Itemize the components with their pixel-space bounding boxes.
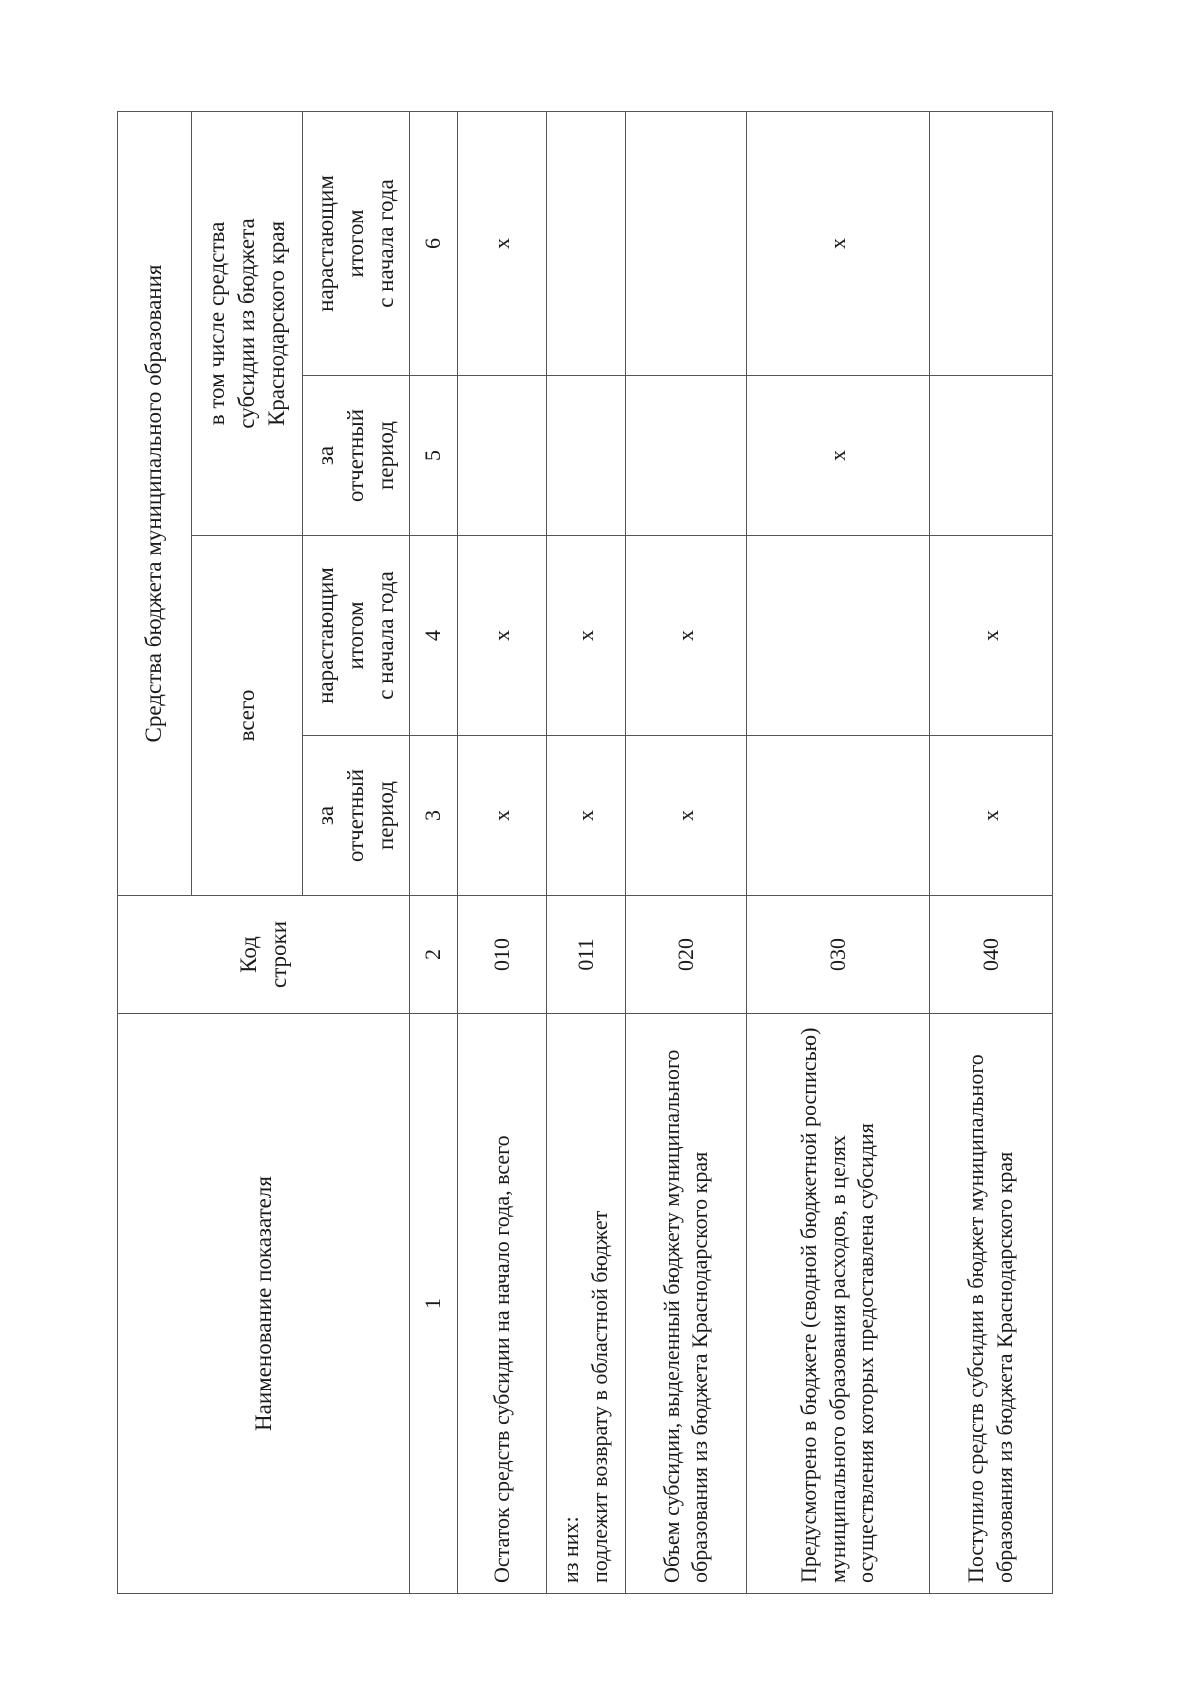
- row-code: 030: [747, 896, 930, 1014]
- column-number: 2: [410, 896, 458, 1014]
- cell-col6: [626, 111, 747, 375]
- subsidy-report-table: [117, 111, 1053, 1594]
- cell-col4: x: [546, 536, 626, 736]
- cell-col4: x: [930, 536, 1053, 736]
- cell-col4: [747, 536, 930, 736]
- header-row-1: [118, 111, 192, 1593]
- column-number: 5: [410, 376, 458, 536]
- cell-col5: x: [747, 376, 930, 536]
- cell-col3: x: [546, 736, 626, 896]
- column-number: 6: [410, 111, 458, 375]
- header-col4-cumulative: нарастающим итогом с начала года: [302, 536, 409, 736]
- column-numbers-row: [410, 111, 458, 1593]
- header-total-group: всего: [191, 536, 302, 896]
- row-name: Поступило средств субсидии в бюджет муниципального образования из бюджета Краснодарского края: [930, 1014, 1053, 1594]
- table-row: [458, 111, 546, 1593]
- row-code: 020: [626, 896, 747, 1014]
- cell-col6: x: [747, 111, 930, 375]
- cell-col3: x: [626, 736, 747, 896]
- header-subsidy-group: в том числе средства субсидии из бюджета Краснодарского края: [191, 111, 302, 535]
- cell-col3: [747, 736, 930, 896]
- header-col6-cumulative: нарастающим итогом с начала года: [302, 111, 409, 375]
- table-row: [626, 111, 747, 1593]
- cell-col4: x: [458, 536, 546, 736]
- header-col5-period: за отчетный период: [302, 376, 409, 536]
- header-name-column: Наименование показателя: [118, 1014, 410, 1594]
- header-col3-period: за отчетный период: [302, 736, 409, 896]
- row-name: из них: подлежит возврату в областной бюджет: [546, 1014, 626, 1594]
- rotated-table-wrapper: [117, 112, 1053, 1594]
- cell-col3: x: [458, 736, 546, 896]
- cell-col5: [458, 376, 546, 536]
- cell-col6: x: [458, 111, 546, 375]
- row-name: Объем субсидии, выделенный бюджету муниципального образования из бюджета Краснодарского края: [626, 1014, 747, 1594]
- table-row: [546, 111, 626, 1593]
- cell-col5: [626, 376, 747, 536]
- header-funds-group: Средства бюджета муниципального образования: [118, 111, 192, 895]
- row-code: 040: [930, 896, 1053, 1014]
- row-code: 011: [546, 896, 626, 1014]
- column-number: 3: [410, 736, 458, 896]
- cell-col6: [546, 111, 626, 375]
- row-code: 010: [458, 896, 546, 1014]
- row-name: Остаток средств субсидии на начало года, всего: [458, 1014, 546, 1594]
- cell-col5: [546, 376, 626, 536]
- cell-col6: [930, 111, 1053, 375]
- table-row: [747, 111, 930, 1593]
- cell-col3: x: [930, 736, 1053, 896]
- table-row: [930, 111, 1053, 1593]
- cell-col5: [930, 376, 1053, 536]
- row-name: Предусмотрено в бюджете (сводной бюджетной росписью) муниципального образования расходов, в целях осуществления которых предоставлена субсидия: [747, 1014, 930, 1594]
- column-number: 4: [410, 536, 458, 736]
- column-number: 1: [410, 1014, 458, 1594]
- header-code-column: Код строки: [118, 896, 410, 1014]
- cell-col4: x: [626, 536, 747, 736]
